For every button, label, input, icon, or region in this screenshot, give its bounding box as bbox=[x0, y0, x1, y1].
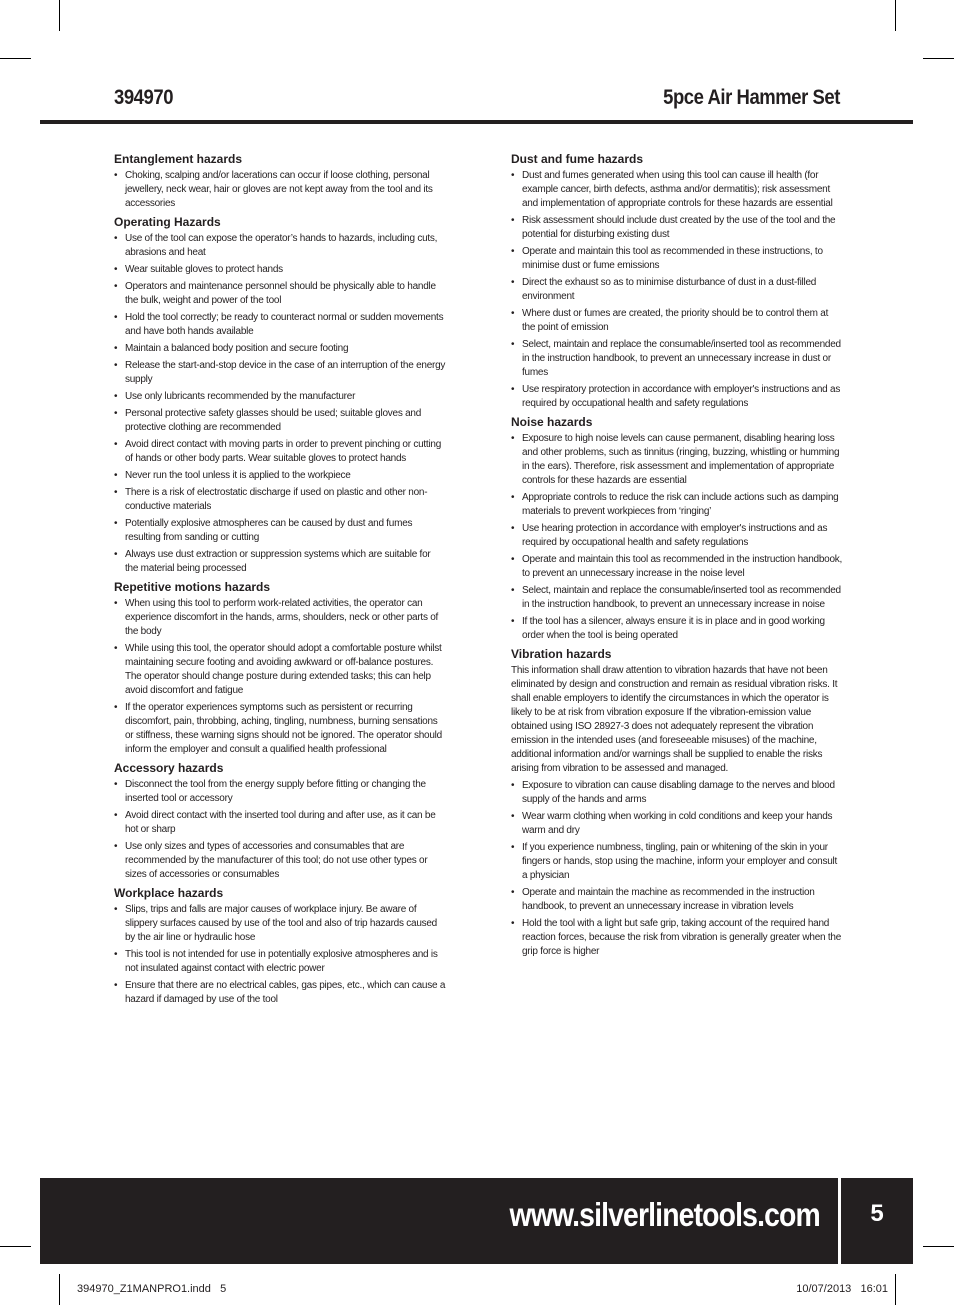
crop-mark bbox=[923, 58, 954, 59]
bullet-list bbox=[511, 432, 843, 643]
website-url[interactable]: www.silverlinetools.com bbox=[509, 1196, 820, 1233]
bullet-list bbox=[114, 778, 446, 882]
slug-date: 10/07/2013 16:01 bbox=[796, 1283, 888, 1295]
list-item: • Choking, scalping and/or lacerations can occur if loose clothing, personal jewellery, neck wear, hair or gloves are not kept away from the tool and its accessories bbox=[114, 169, 446, 211]
list-item: • Exposure to high noise levels can cause permanent, disabling hearing loss and other problems, such as tinnitus (ringing, buzzing, whistling or humming in the ears). Therefore, risk assessment and implementation of appropriate controls for these hazards are essential bbox=[511, 432, 843, 488]
list-item: • Disconnect the tool from the energy supply before fitting or changing the inserted tool or accessory bbox=[114, 778, 446, 806]
list-item: • Wear suitable gloves to protect hands bbox=[114, 263, 446, 277]
list-item: • When using this tool to perform work-related activities, the operator can experience discomfort in the hands, arms, shoulders, neck or other parts of the body bbox=[114, 597, 446, 639]
list-item: • Hold the tool with a light but safe grip, taking account of the required hand reaction forces, because the risk from vibration is generally greater when the grip force is higher bbox=[511, 917, 843, 959]
section-title: Workplace hazards bbox=[114, 886, 224, 900]
left-column bbox=[114, 151, 446, 1010]
list-item: • Use hearing protection in accordance with employer's instructions and as required by occupational health and safety regulations bbox=[511, 522, 843, 550]
list-item: • If the operator experiences symptoms such as persistent or recurring discomfort, pain, throbbing, aching, tingling, numbness, burning sensations or stiffness, these warning signs should not be ignored. The operator should inform the employer and consult a qualified health professional bbox=[114, 701, 446, 757]
bullet-list bbox=[114, 597, 446, 757]
list-item: • Operate and maintain this tool as recommended in the instruction handbook, to prevent an unnecessary increase in the noise level bbox=[511, 553, 843, 581]
section-title: Repetitive motions hazards bbox=[114, 580, 271, 594]
crop-mark bbox=[0, 1246, 31, 1247]
header-rule bbox=[40, 120, 913, 124]
list-item: • Avoid direct contact with moving parts in order to prevent pinching or cutting of hands or other body parts. Wear suitable gloves to protect hands bbox=[114, 438, 446, 466]
crop-mark bbox=[59, 1274, 60, 1305]
section-title: Accessory hazards bbox=[114, 761, 224, 775]
list-item: • This tool is not intended for use in potentially explosive atmospheres and is not insulated against contact with electric power bbox=[114, 948, 446, 976]
list-item: • Never run the tool unless it is applied to the workpiece bbox=[114, 469, 446, 483]
bullet-list bbox=[114, 903, 446, 1007]
list-item: • Risk assessment should include dust created by the use of the tool and the potential for disturbing existing dust bbox=[511, 214, 843, 242]
list-item: • If you experience numbness, tingling, pain or whitening of the skin in your fingers or hands, stop using the machine, inform your employer and consult a physician bbox=[511, 841, 843, 883]
bullet-list bbox=[511, 169, 843, 411]
list-item: • Dust and fumes generated when using this tool can cause ill health (for example cancer, birth defects, asthma and/or dermatitis); risk assessment and implementation of appropriate controls for these hazards are essential bbox=[511, 169, 843, 211]
list-item: • Potentially explosive atmospheres can be caused by dust and fumes resulting from sanding or cutting bbox=[114, 517, 446, 545]
list-item: • Maintain a balanced body position and secure footing bbox=[114, 342, 446, 356]
product-code: 394970 bbox=[114, 86, 174, 109]
list-item: • Appropriate controls to reduce the risk can include actions such as damping materials to prevent workpieces from ‘ringing’ bbox=[511, 491, 843, 519]
crop-mark bbox=[923, 1246, 954, 1247]
list-item: • Operate and maintain this tool as recommended in these instructions, to minimise dust or fume emissions bbox=[511, 245, 843, 273]
bullet-list bbox=[114, 232, 446, 576]
bullet-list bbox=[114, 169, 446, 211]
list-item: • Hold the tool correctly; be ready to counteract normal or sudden movements and have both hands available bbox=[114, 311, 446, 339]
crop-mark bbox=[895, 1274, 896, 1305]
section-title: Dust and fume hazards bbox=[511, 152, 644, 166]
list-item: • Use respiratory protection in accordance with employer's instructions and as required by occupational health and safety regulations bbox=[511, 383, 843, 411]
list-item: • Use of the tool can expose the operator’s hands to hazards, including cuts, abrasions and heat bbox=[114, 232, 446, 260]
list-item: • Operate and maintain the machine as recommended in the instruction handbook, to prevent an unnecessary increase in vibration levels bbox=[511, 886, 843, 914]
list-item: • There is a risk of electrostatic discharge if used on plastic and other non-conductive materials bbox=[114, 486, 446, 514]
product-title: 5pce Air Hammer Set bbox=[663, 86, 840, 109]
crop-mark bbox=[895, 0, 896, 31]
page-number: 5 bbox=[870, 1200, 884, 1227]
slug-filename: 394970_Z1MANPRO1.indd 5 bbox=[77, 1283, 227, 1295]
list-item: • Release the start-and-stop device in the case of an interruption of the energy supply bbox=[114, 359, 446, 387]
list-item: • Direct the exhaust so as to minimise disturbance of dust in a dust-filled environment bbox=[511, 276, 843, 304]
list-item: • Wear warm clothing when working in cold conditions and keep your hands warm and dry bbox=[511, 810, 843, 838]
list-item: • Ensure that there are no electrical cables, gas pipes, etc., which can cause a hazard if damaged by use of the tool bbox=[114, 979, 446, 1007]
list-item: • Personal protective safety glasses should be used; suitable gloves and protective clothing are recommended bbox=[114, 407, 446, 435]
crop-mark bbox=[59, 0, 60, 31]
list-item: • Always use dust extraction or suppression systems which are suitable for the material being processed bbox=[114, 548, 446, 576]
list-item: • Use only sizes and types of accessories and consumables that are recommended by the manufacturer of this tool; do not use other types or sizes of accessories or consumables bbox=[114, 840, 446, 882]
list-item: • Where dust or fumes are created, the priority should be to control them at the point of emission bbox=[511, 307, 843, 335]
section-title: Vibration hazards bbox=[511, 647, 612, 661]
list-item: • While using this tool, the operator should adopt a comfortable posture whilst maintaining secure footing and avoiding awkward or off-balance postures. The operator should change posture during extended tasks; this can help avoid discomfort and fatigue bbox=[114, 642, 446, 698]
footer-bar bbox=[40, 1178, 838, 1264]
page-number-box bbox=[841, 1178, 913, 1264]
list-item: • Select, maintain and replace the consumable/inserted tool as recommended in the instruction handbook, to prevent an unnecessary increase in dust or fumes bbox=[511, 338, 843, 380]
section-paragraph: This information shall draw attention to vibration hazards that have not been eliminated by design and construction and remain as residual vibration risks. It shall enable employers to identify the circumstances in which the operator is likely to be at risk from vibration exposure If the vibration-emission value obtained using ISO 28927-3 does not adequately represent the vibration emission in the intended uses (and foreseeable misuses) of the machine, additional information and/or warnings shall be supplied to enable the risks arising from vibration to be assessed and managed. bbox=[511, 665, 838, 774]
section-title: Entanglement hazards bbox=[114, 152, 243, 166]
list-item: • If the tool has a silencer, always ensure it is in place and in good working order when the tool is being operated bbox=[511, 615, 843, 643]
list-item: • Slips, trips and falls are major causes of workplace injury. Be aware of slippery surfaces caused by use of the tool and also of trip hazards caused by the air line or hydraulic hose bbox=[114, 903, 446, 945]
section-title: Noise hazards bbox=[511, 415, 593, 429]
list-item: • Use only lubricants recommended by the manufacturer bbox=[114, 390, 446, 404]
bullet-list bbox=[511, 779, 843, 959]
list-item: • Exposure to vibration can cause disabling damage to the nerves and blood supply of the hands and arms bbox=[511, 779, 843, 807]
section-title: Operating Hazards bbox=[114, 215, 221, 229]
crop-mark bbox=[0, 58, 31, 59]
list-item: • Avoid direct contact with the inserted tool during and after use, as it can be hot or sharp bbox=[114, 809, 446, 837]
list-item: • Select, maintain and replace the consumable/inserted tool as recommended in the instruction handbook, to prevent an unnecessary increase in noise bbox=[511, 584, 843, 612]
right-column bbox=[511, 151, 843, 962]
list-item: • Operators and maintenance personnel should be physically able to handle the bulk, weight and power of the tool bbox=[114, 280, 446, 308]
